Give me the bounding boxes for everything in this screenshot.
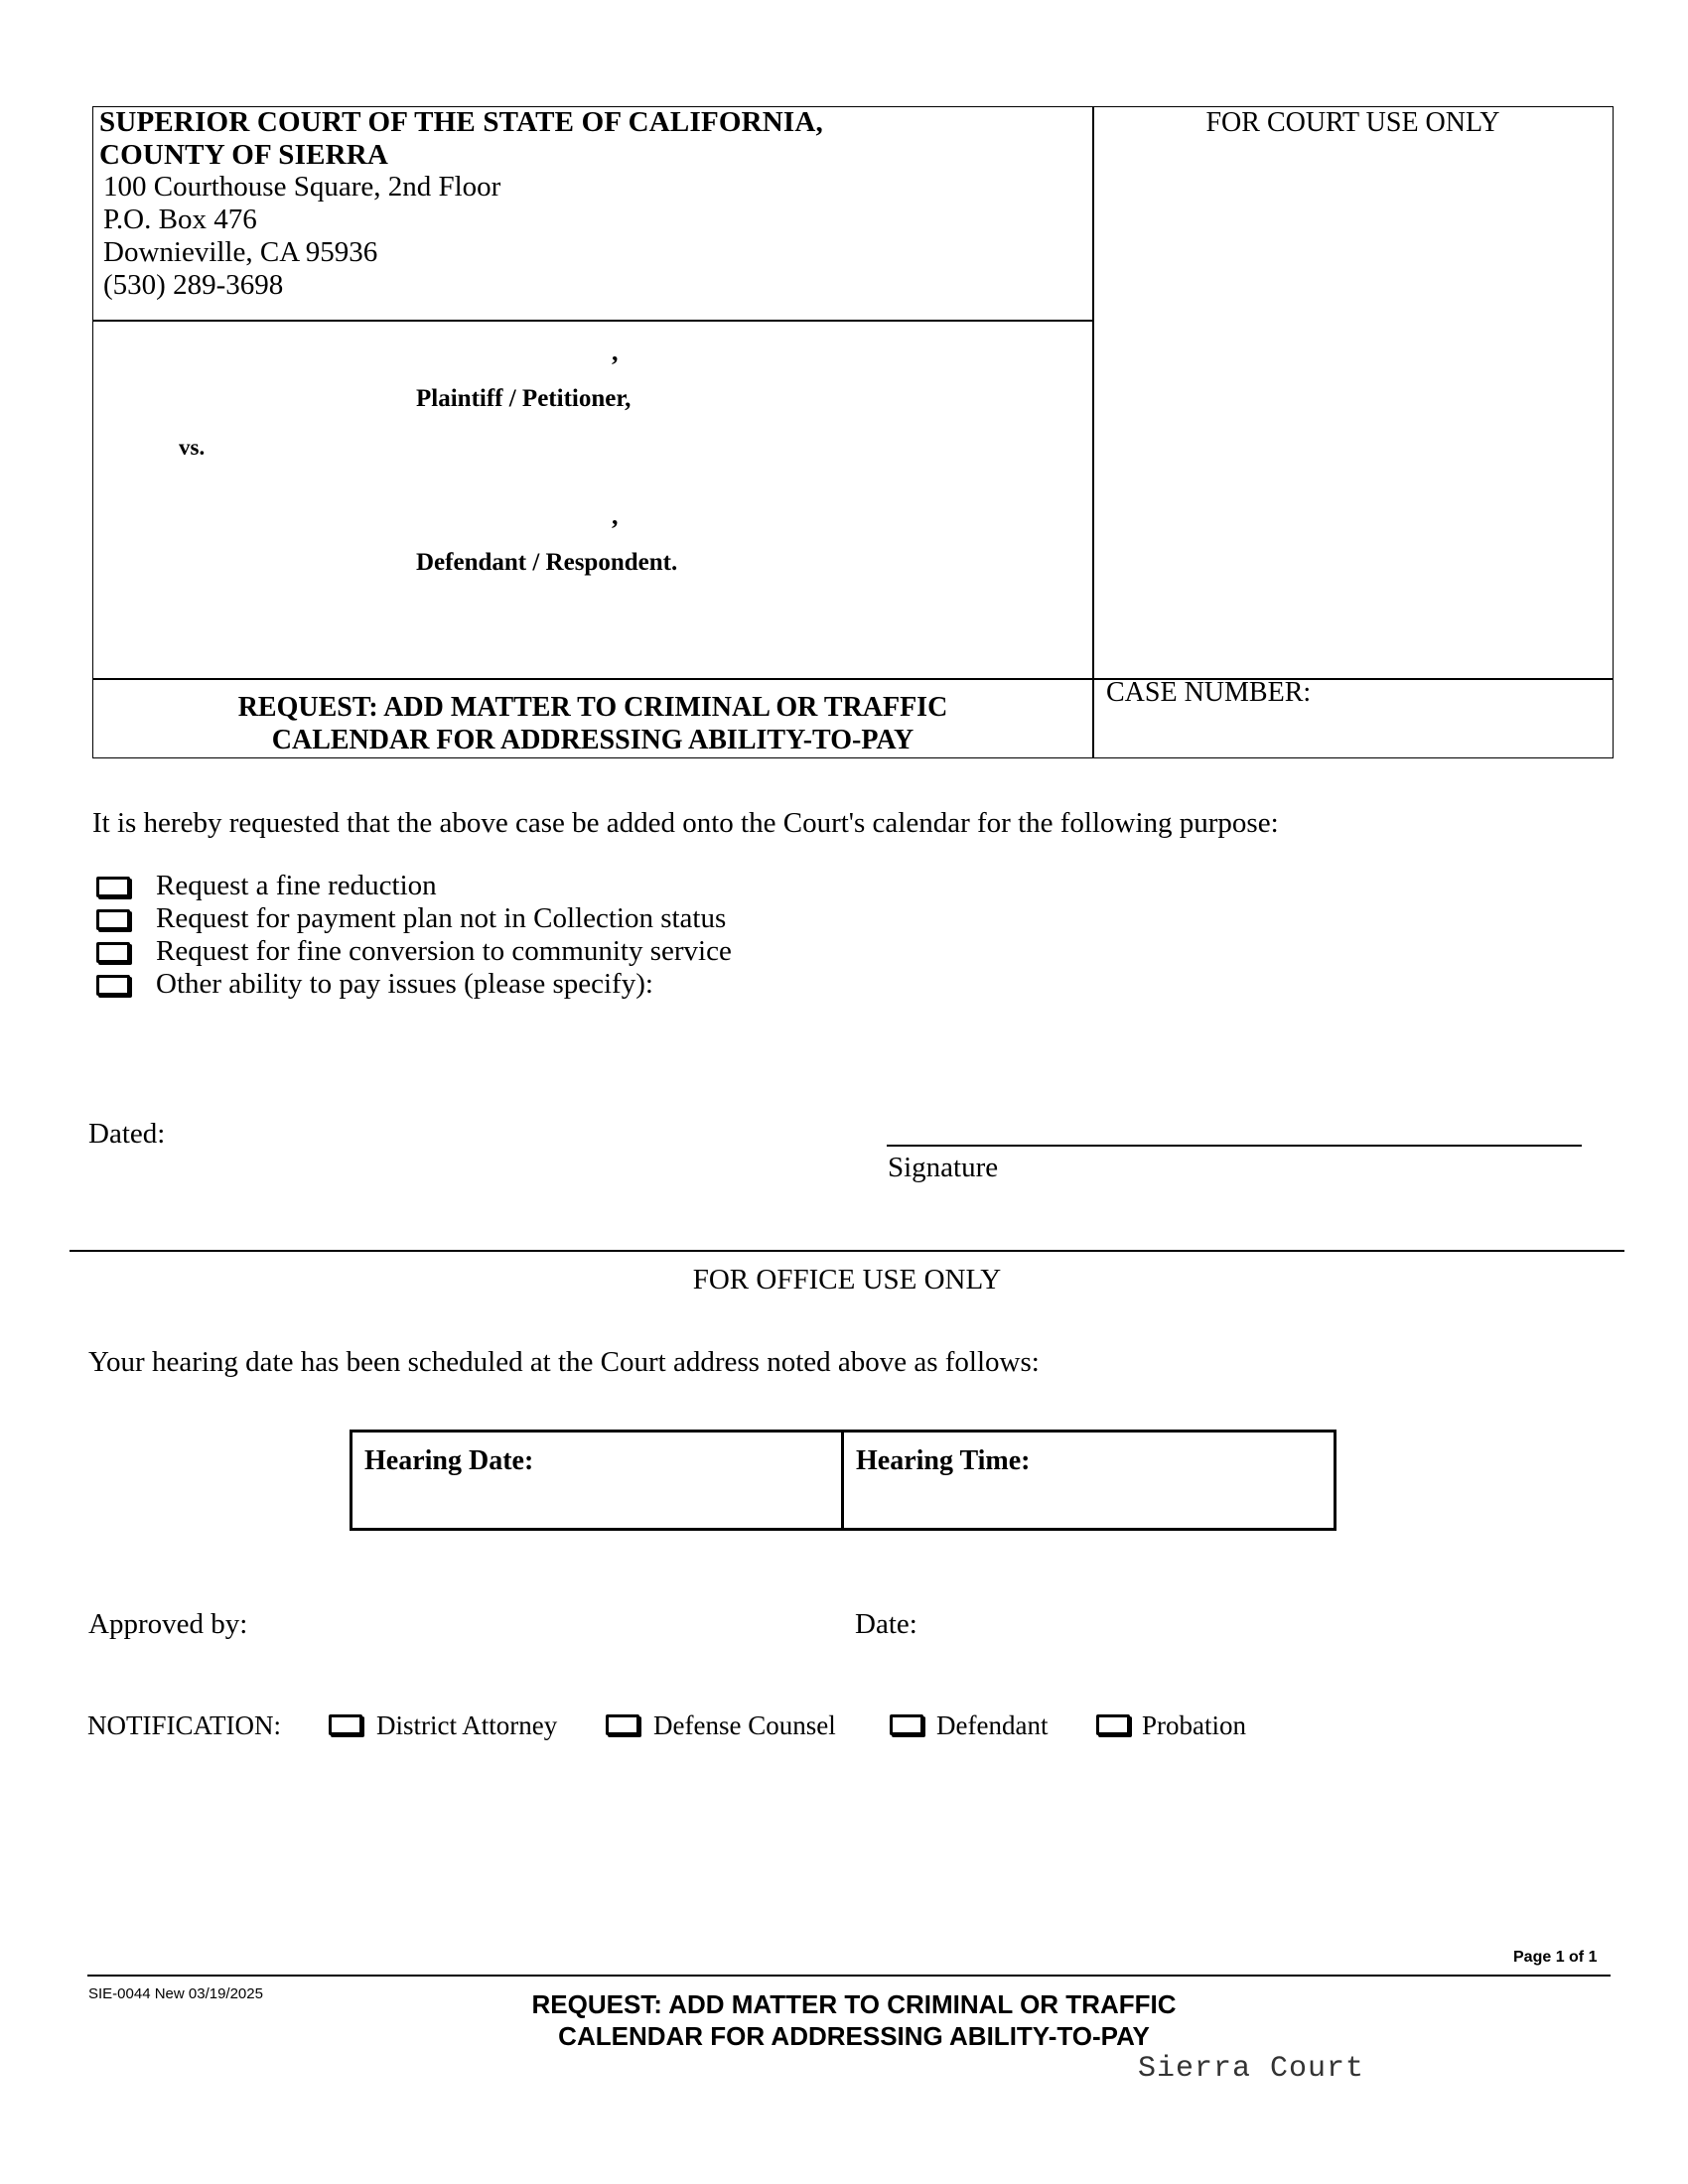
hearing-date-label: Hearing Date: <box>364 1445 534 1476</box>
office-use-label: FOR OFFICE USE ONLY <box>692 1264 1002 1296</box>
court-info-divider <box>92 320 1093 322</box>
page-number: Page 1 of 1 <box>1513 1949 1598 1966</box>
court-address-line1: 100 Courthouse Square, 2nd Floor <box>103 171 501 203</box>
form-id: SIE-0044 New 03/19/2025 <box>88 1985 263 2002</box>
hearing-intro: Your hearing date has been scheduled at the Court address noted above as follows: <box>88 1346 1040 1378</box>
hearing-box-divider <box>841 1430 844 1531</box>
checkbox-defendant[interactable] <box>890 1714 923 1735</box>
checkbox-district-attorney[interactable] <box>329 1714 362 1735</box>
office-use-divider <box>70 1250 1624 1252</box>
dated-label: Dated: <box>88 1118 166 1150</box>
court-address-line2: P.O. Box 476 <box>103 204 257 235</box>
sierra-court-watermark: Sierra Court <box>1138 2052 1365 2086</box>
notification-option-label: Defendant <box>936 1710 1049 1740</box>
checkbox-probation[interactable] <box>1096 1714 1130 1735</box>
caption-divider-vertical <box>1092 106 1094 758</box>
signature-line[interactable] <box>887 1145 1582 1147</box>
form-title-line2: CALENDAR FOR ADDRESSING ABILITY-TO-PAY <box>271 725 914 755</box>
form-title-line1: REQUEST: ADD MATTER TO CRIMINAL OR TRAFFIC <box>237 692 948 723</box>
case-number-label: CASE NUMBER: <box>1106 677 1312 708</box>
notification-option-label: Probation <box>1142 1710 1246 1740</box>
checkbox-payment-plan[interactable] <box>96 909 130 930</box>
footer-divider <box>87 1975 1611 1977</box>
request-option-label: Request for fine conversion to community service <box>156 935 732 967</box>
defendant-label: Defendant / Respondent. <box>416 549 678 576</box>
approval-date-label: Date: <box>855 1608 917 1640</box>
footer-title-line2: CALENDAR FOR ADDRESSING ABILITY-TO-PAY <box>558 2021 1150 2051</box>
footer-title-line1: REQUEST: ADD MATTER TO CRIMINAL OR TRAFFIC <box>531 1989 1177 2019</box>
plaintiff-name-comma: , <box>612 338 619 366</box>
notification-option-label: Defense Counsel <box>653 1710 836 1740</box>
hearing-time-label: Hearing Time: <box>856 1445 1031 1476</box>
request-option-label: Request for payment plan not in Collection status <box>156 902 727 934</box>
court-phone: (530) 289-3698 <box>103 269 284 301</box>
request-intro: It is hereby requested that the above case be added onto the Court's calendar for the following purpose: <box>92 807 1279 839</box>
versus-label: vs. <box>179 435 206 460</box>
checkbox-defense-counsel[interactable] <box>606 1714 639 1735</box>
court-name <box>99 106 823 172</box>
checkbox-fine-reduction[interactable] <box>96 877 130 897</box>
checkbox-community-service[interactable] <box>96 942 130 963</box>
title-row-divider <box>92 678 1614 680</box>
defendant-name-comma: , <box>612 501 619 530</box>
court-name-line2: COUNTY OF SIERRA <box>99 139 389 171</box>
form-title <box>92 691 1093 756</box>
approved-by-label: Approved by: <box>88 1608 248 1640</box>
court-name-line1: SUPERIOR COURT OF THE STATE OF CALIFORNIA, <box>99 106 823 138</box>
court-address <box>103 171 500 302</box>
notification-option-label: District Attorney <box>376 1710 558 1740</box>
plaintiff-label: Plaintiff / Petitioner, <box>416 385 632 412</box>
request-option-label: Request a fine reduction <box>156 870 437 901</box>
footer-title <box>477 1988 1231 2052</box>
court-address-line3: Downieville, CA 95936 <box>103 236 378 268</box>
checkbox-other-issues[interactable] <box>96 975 130 996</box>
signature-label: Signature <box>888 1152 999 1183</box>
court-use-label: FOR COURT USE ONLY <box>1205 107 1500 138</box>
request-option-label: Other ability to pay issues (please specify): <box>156 968 653 1000</box>
notification-label: NOTIFICATION: <box>87 1710 281 1740</box>
